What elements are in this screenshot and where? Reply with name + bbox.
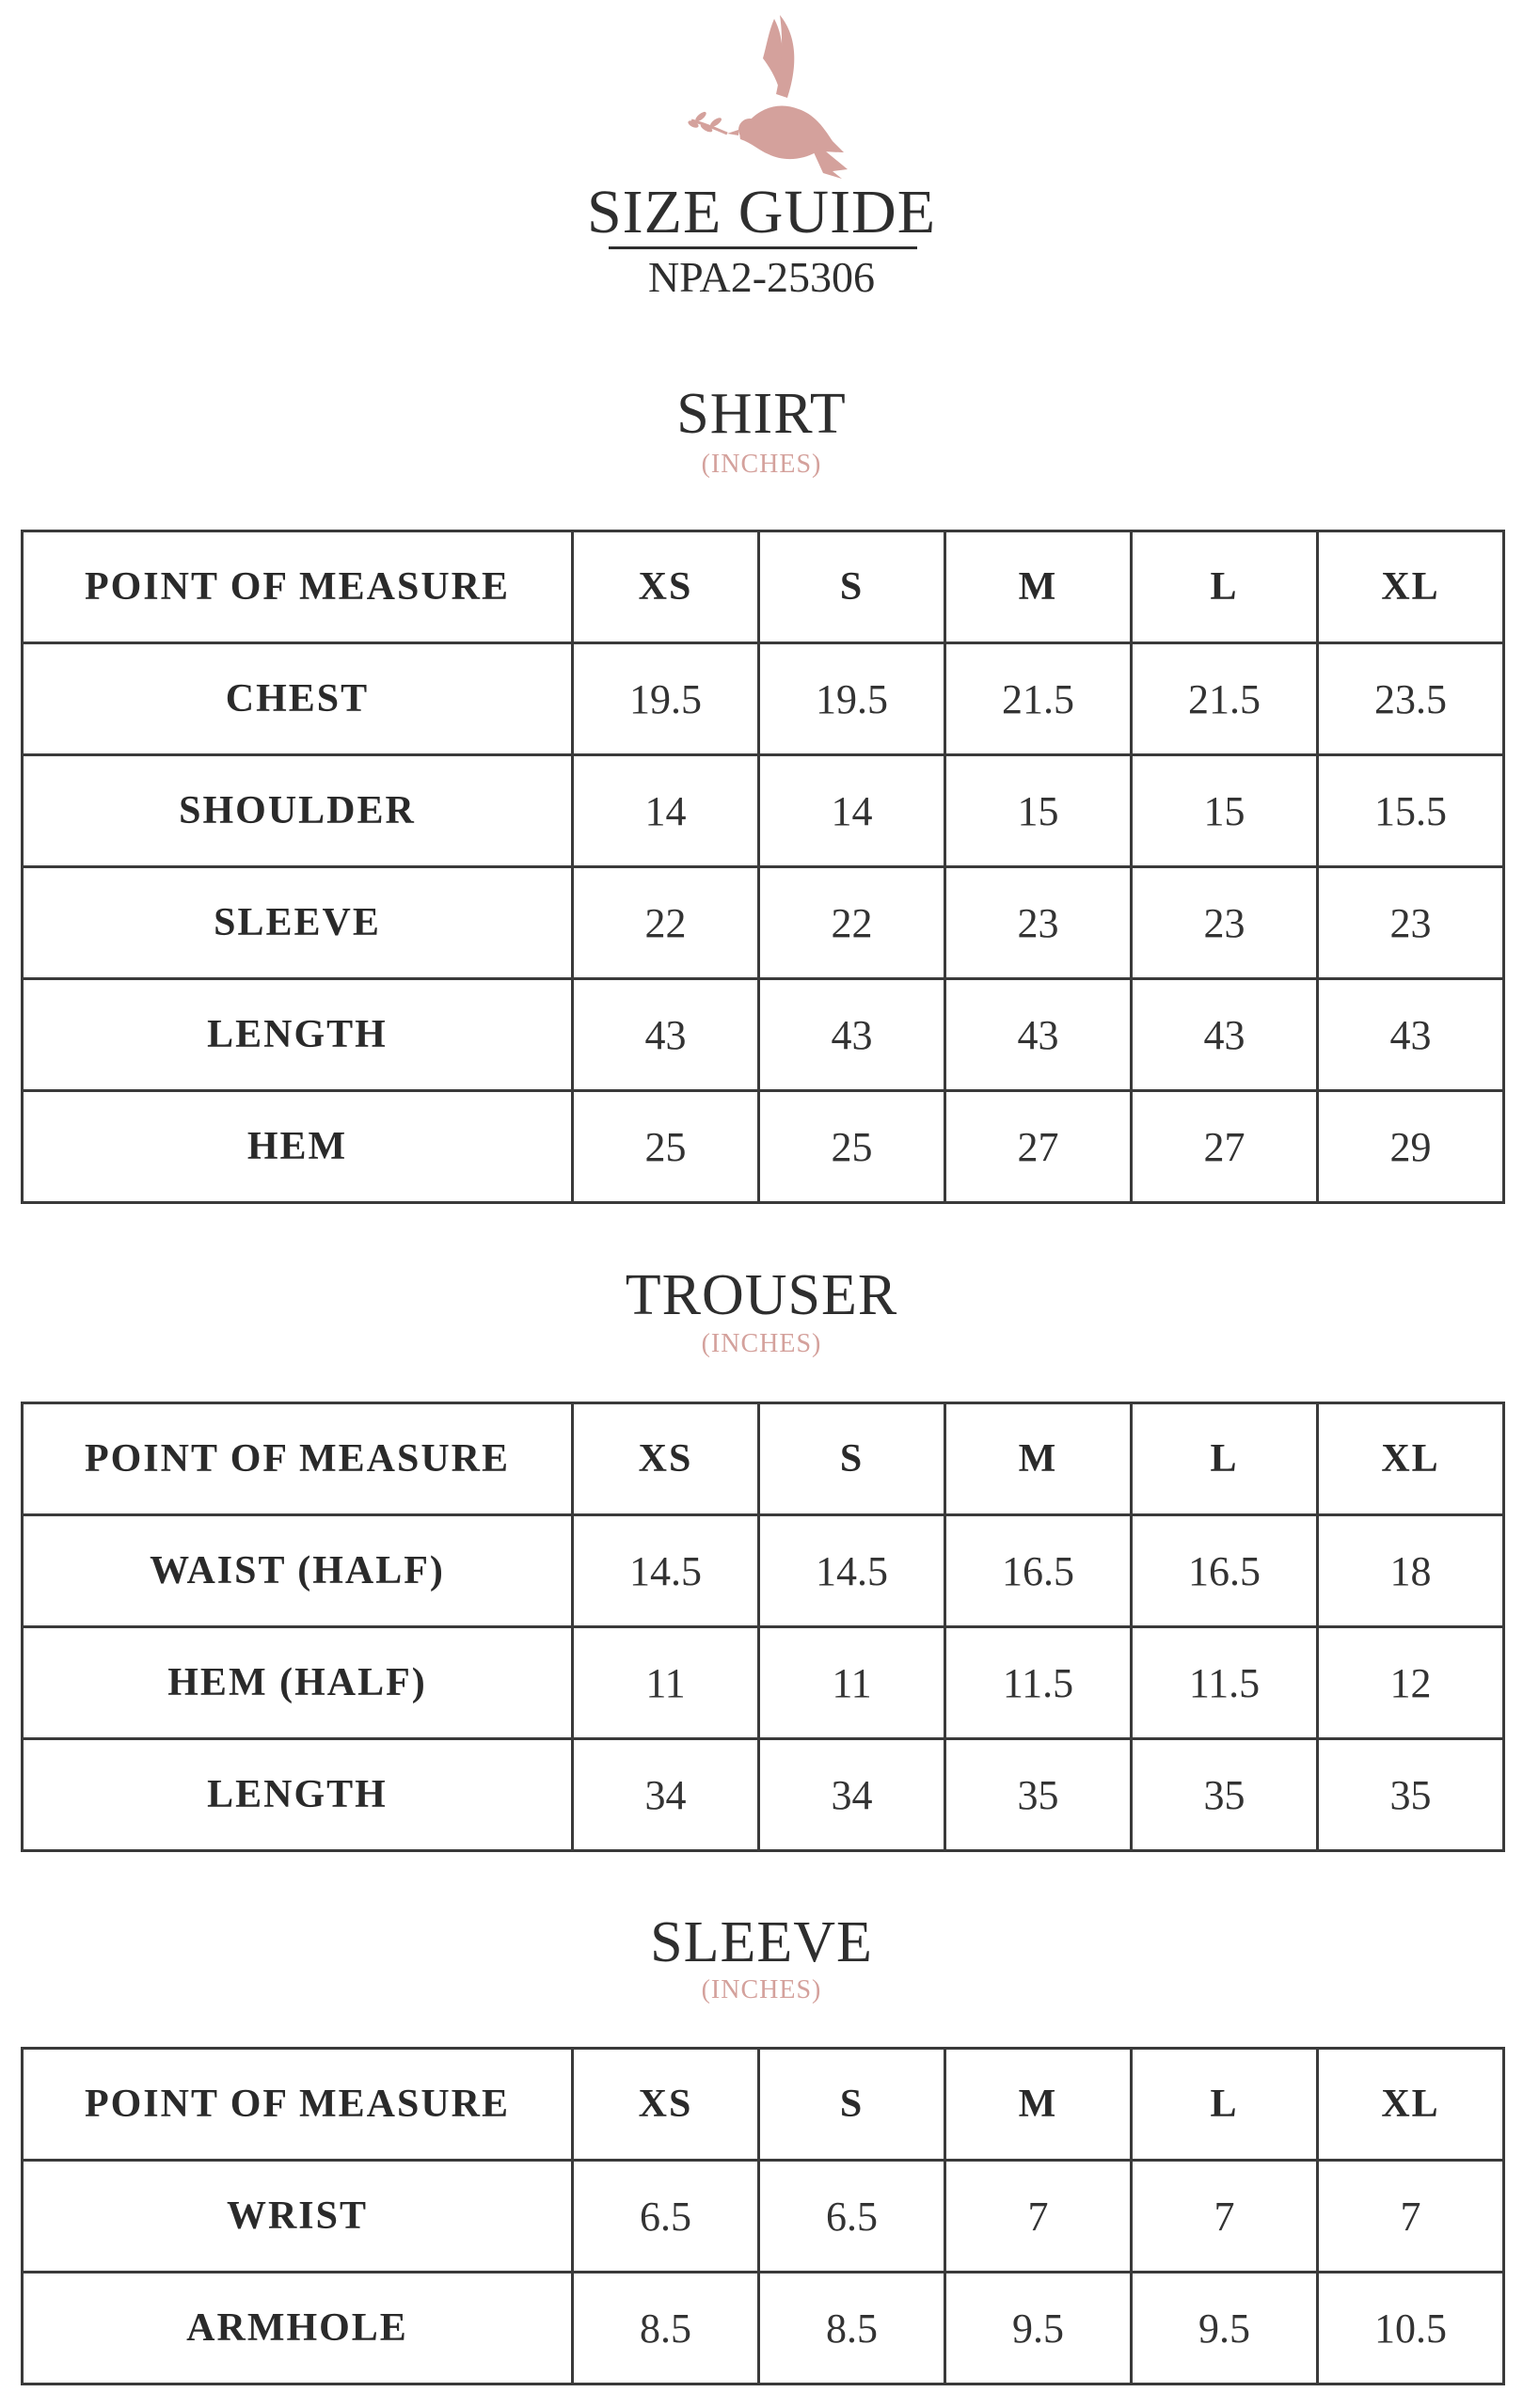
size-value: 10.5 xyxy=(1318,2273,1504,2384)
size-value: 27 xyxy=(945,1091,1132,1203)
measure-label: LENGTH xyxy=(23,979,573,1091)
size-value: 43 xyxy=(759,979,945,1091)
column-header: S xyxy=(759,1403,945,1515)
measure-label: WAIST (HALF) xyxy=(23,1515,573,1627)
column-header: M xyxy=(945,2049,1132,2161)
size-value: 18 xyxy=(1318,1515,1504,1627)
size-value: 35 xyxy=(1132,1739,1318,1851)
column-header: S xyxy=(759,531,945,643)
sleeve-section-unit: (INCHES) xyxy=(701,1975,822,2004)
table-row xyxy=(23,1091,1504,1203)
size-value: 16.5 xyxy=(1132,1515,1318,1627)
size-value: 21.5 xyxy=(945,643,1132,755)
size-value: 15 xyxy=(1132,755,1318,867)
column-header: POINT OF MEASURE xyxy=(23,1403,573,1515)
size-value: 7 xyxy=(1318,2161,1504,2273)
table-header-row xyxy=(23,2049,1504,2161)
size-value: 35 xyxy=(1318,1739,1504,1851)
column-header: L xyxy=(1132,2049,1318,2161)
table-row xyxy=(23,1627,1504,1739)
column-header: POINT OF MEASURE xyxy=(23,531,573,643)
size-value: 11.5 xyxy=(945,1627,1132,1739)
column-header: S xyxy=(759,2049,945,2161)
shirt-section-unit: (INCHES) xyxy=(701,450,822,479)
column-header: M xyxy=(945,531,1132,643)
size-value: 29 xyxy=(1318,1091,1504,1203)
size-value: 16.5 xyxy=(945,1515,1132,1627)
size-value: 14 xyxy=(759,755,945,867)
size-value: 6.5 xyxy=(759,2161,945,2273)
size-value: 43 xyxy=(945,979,1132,1091)
size-value: 22 xyxy=(759,867,945,979)
size-value: 25 xyxy=(759,1091,945,1203)
size-value: 8.5 xyxy=(573,2273,759,2384)
page-title: SIZE GUIDE xyxy=(586,178,937,246)
size-value: 9.5 xyxy=(1132,2273,1318,2384)
size-value: 43 xyxy=(573,979,759,1091)
table-header-row xyxy=(23,531,1504,643)
table-row xyxy=(23,643,1504,755)
size-value: 8.5 xyxy=(759,2273,945,2384)
title-underline xyxy=(609,246,917,249)
size-value: 22 xyxy=(573,867,759,979)
size-value: 7 xyxy=(1132,2161,1318,2273)
column-header: XL xyxy=(1318,531,1504,643)
dove-with-olive-branch-icon xyxy=(682,11,851,190)
measure-label: WRIST xyxy=(23,2161,573,2273)
measure-label: SHOULDER xyxy=(23,755,573,867)
table-row xyxy=(23,2161,1504,2273)
size-value: 23 xyxy=(945,867,1132,979)
size-value: 7 xyxy=(945,2161,1132,2273)
size-value: 19.5 xyxy=(759,643,945,755)
size-value: 11 xyxy=(759,1627,945,1739)
sleeve-size-table xyxy=(21,2047,1505,2385)
size-value: 25 xyxy=(573,1091,759,1203)
column-header: XL xyxy=(1318,1403,1504,1515)
size-value: 14 xyxy=(573,755,759,867)
size-value: 6.5 xyxy=(573,2161,759,2273)
trouser-section-unit: (INCHES) xyxy=(701,1329,822,1358)
size-value: 43 xyxy=(1318,979,1504,1091)
size-value: 19.5 xyxy=(573,643,759,755)
size-value: 34 xyxy=(573,1739,759,1851)
product-code: NPA2-25306 xyxy=(647,253,876,301)
trouser-section-title: TROUSER xyxy=(625,1263,898,1327)
table-row xyxy=(23,1739,1504,1851)
table-row xyxy=(23,2273,1504,2384)
column-header: L xyxy=(1132,531,1318,643)
column-header: L xyxy=(1132,1403,1318,1515)
size-value: 11 xyxy=(573,1627,759,1739)
table-header-row xyxy=(23,1403,1504,1515)
measure-label: CHEST xyxy=(23,643,573,755)
column-header: POINT OF MEASURE xyxy=(23,2049,573,2161)
trouser-size-table xyxy=(21,1402,1505,1852)
column-header: XS xyxy=(573,531,759,643)
column-header: XL xyxy=(1318,2049,1504,2161)
size-value: 14.5 xyxy=(759,1515,945,1627)
size-value: 23 xyxy=(1318,867,1504,979)
shirt-section-title: SHIRT xyxy=(676,382,847,446)
size-value: 21.5 xyxy=(1132,643,1318,755)
table-row xyxy=(23,755,1504,867)
sleeve-section-title: SLEEVE xyxy=(650,1910,873,1974)
size-value: 27 xyxy=(1132,1091,1318,1203)
size-value: 14.5 xyxy=(573,1515,759,1627)
size-value: 34 xyxy=(759,1739,945,1851)
size-value: 11.5 xyxy=(1132,1627,1318,1739)
measure-label: LENGTH xyxy=(23,1739,573,1851)
column-header: XS xyxy=(573,1403,759,1515)
size-value: 15 xyxy=(945,755,1132,867)
column-header: M xyxy=(945,1403,1132,1515)
size-value: 15.5 xyxy=(1318,755,1504,867)
measure-label: ARMHOLE xyxy=(23,2273,573,2384)
size-value: 9.5 xyxy=(945,2273,1132,2384)
size-value: 23.5 xyxy=(1318,643,1504,755)
size-value: 43 xyxy=(1132,979,1318,1091)
shirt-size-table xyxy=(21,530,1505,1204)
measure-label: HEM (HALF) xyxy=(23,1627,573,1739)
size-value: 35 xyxy=(945,1739,1132,1851)
column-header: XS xyxy=(573,2049,759,2161)
measure-label: HEM xyxy=(23,1091,573,1203)
table-row xyxy=(23,867,1504,979)
table-row xyxy=(23,1515,1504,1627)
size-value: 12 xyxy=(1318,1627,1504,1739)
size-value: 23 xyxy=(1132,867,1318,979)
measure-label: SLEEVE xyxy=(23,867,573,979)
table-row xyxy=(23,979,1504,1091)
